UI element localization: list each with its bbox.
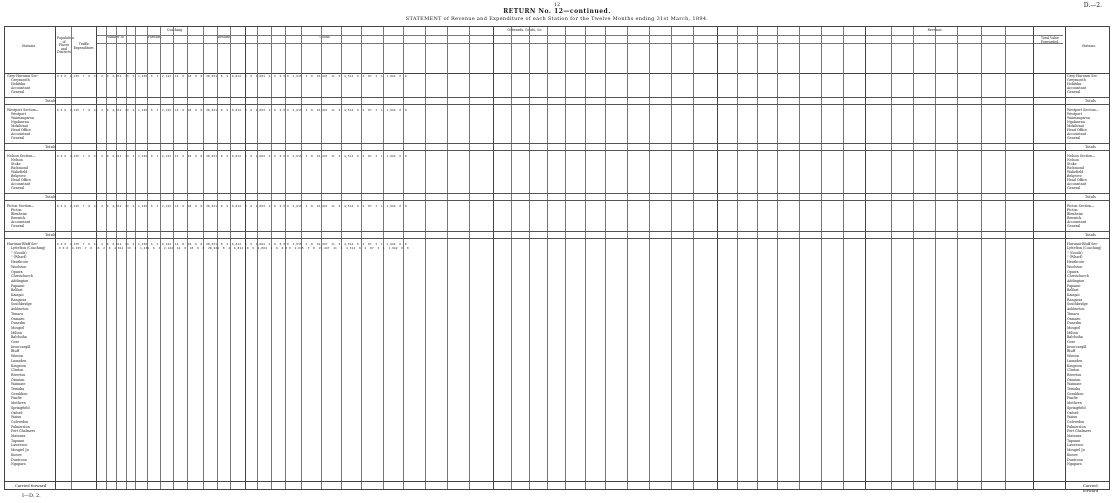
station-name: Mokihinui (11, 124, 28, 128)
station-name: Dunedin (11, 321, 26, 326)
station-name-right: Opawa (1067, 269, 1079, 274)
station-name-right: Invercargill (1067, 344, 1087, 349)
section-name: Nelson Section— (7, 154, 36, 158)
station-name: Lawrence (11, 443, 28, 448)
station-name-right: Ngakawau (1067, 120, 1085, 124)
station-name: Balclutha (11, 335, 27, 340)
station-name-right: Blenheim (1067, 212, 1083, 216)
col-revenue: Revenue. (927, 28, 943, 32)
station-name: Clinton (11, 368, 24, 373)
station-name-right: Picton (1067, 208, 1078, 212)
col-inwards: Inwards. (217, 35, 233, 39)
station-name-right: Oxford (1067, 410, 1079, 415)
col-goods-fwd: Goods. (319, 35, 331, 39)
station-name-right: Lawrence (1067, 443, 1084, 448)
station-name: Stoke (11, 162, 21, 166)
station-name-right: Renwick (1067, 216, 1082, 220)
station-name: Addington (11, 278, 29, 283)
carried-forward-label: Carried forward (15, 483, 47, 488)
station-name-right: Belfast (1067, 288, 1079, 293)
totals-label-right: Totals (1085, 195, 1096, 199)
station-name: Gore (11, 340, 20, 344)
station-name-right: Head Office (1067, 178, 1087, 182)
station-name: Bluff (11, 349, 19, 354)
station-name: Palmerston (11, 424, 30, 429)
table-body (5, 73, 1109, 493)
station-name: Richmond (11, 166, 28, 170)
station-name: Ngapara (11, 462, 26, 467)
totals-label: Totals (45, 145, 56, 149)
station-name-right: Mokihinui (1067, 124, 1084, 128)
station-name: Southbridge (11, 302, 32, 307)
station-name-right: Nelson (1067, 158, 1079, 162)
station-name-right: Mataura (1067, 434, 1082, 438)
station-name-right: Accountant (1067, 182, 1087, 186)
station-name: Geraldine (11, 391, 28, 396)
station-name-right: Bluff (1067, 349, 1075, 354)
station-name: Nelson (11, 158, 23, 162)
station-name-right: Kaiapoi (1067, 293, 1080, 297)
return-title: RETURN No. 12—continued. (503, 8, 611, 15)
station-name: Riverton (11, 372, 26, 377)
station-name-right: Ashburton (1067, 307, 1085, 312)
station-name-right: Woolston (1067, 264, 1083, 269)
col-coaching: Coaching. (166, 28, 184, 32)
station-name-right: Balclutha (1067, 335, 1083, 340)
station-name: Woolston (11, 264, 27, 269)
section-name-right: Nelson Section— (1067, 154, 1096, 158)
station-name-right: Geraldine (1067, 391, 1084, 396)
station-name-right: Rangiora (1067, 297, 1083, 302)
carried-forward-row (5, 481, 1109, 493)
col-total-value: Total Value Forwarded. (1040, 36, 1060, 44)
station-name-right: Greymouth (1067, 78, 1086, 82)
station-name-right: Duntroon (1067, 457, 1083, 462)
col-population: Population of Places and Districts (57, 36, 75, 55)
station-name-right: Oamaru (1067, 316, 1081, 321)
totals-label: Totals (45, 195, 56, 199)
station-name-right: Dunedin (1067, 321, 1082, 326)
station-name-right: Fairlie (1067, 396, 1078, 401)
station-name-right: Accountant (1067, 86, 1087, 90)
station-name: Lumsden (11, 358, 27, 363)
station-name: Milton (11, 330, 22, 335)
totals-row (5, 143, 1109, 151)
station-name-right: Methven (1067, 401, 1082, 406)
station-name: Blenheim (11, 212, 27, 216)
station-name: Belfast (11, 288, 23, 293)
station-name: Oxford (11, 410, 23, 415)
station-name: Duntroon (11, 457, 27, 462)
section-values: 0 0 0 4,135 7 0 16 2 0 4,011 13 2 1,236 6 3 2,142 14 9 18 0 0 28,631 8 4 6,812 0 9 1,004 2 6 0 0 0 2,615 3 8 19,447 11 5 4,512 6 2 87 3 1 1,942 0 0 (59, 246, 409, 250)
station-name: Springfield (11, 405, 30, 410)
station-name: Lyttelton (Coaching) (11, 246, 46, 250)
header-rule (97, 43, 1063, 44)
station-name: Accountant (11, 220, 31, 224)
section-name: Hurunui-Bluff Sec- (7, 242, 39, 246)
station-name: General (11, 186, 25, 190)
station-name-right: Winton (1067, 354, 1079, 359)
station-name-right: Heathcote (1067, 260, 1085, 265)
totals-row (5, 231, 1109, 239)
station-name-right: General (1067, 224, 1081, 228)
station-name: Temuka (11, 387, 25, 391)
col-number-of: Number of (106, 35, 124, 39)
station-name: Winton (11, 354, 23, 359)
station-name-right: Addington (1067, 278, 1085, 283)
station-name: Waimate (11, 382, 26, 387)
station-name: Papanui (11, 283, 25, 288)
station-name-right: Tapanui (1067, 438, 1081, 443)
station-name: Hokitika (11, 82, 26, 86)
station-name-right: Springfield (1067, 405, 1086, 410)
station-name: Culverden (11, 419, 29, 424)
station-name-right: Hokitika (1067, 82, 1082, 86)
station-name: Wakefield (11, 170, 28, 174)
station-name-right: Clinton (1067, 368, 1080, 373)
footer-ref: I—D. 2. (22, 493, 41, 499)
station-name: Accountant (11, 86, 31, 90)
station-name-right: Accountant (1067, 220, 1087, 224)
station-name-right: Lumsden (1067, 358, 1083, 363)
station-name-right: Riverton (1067, 372, 1082, 377)
station-name: Mosgiel Jn (11, 448, 29, 453)
station-name: Kaiapoi (11, 293, 24, 297)
station-name-right: Temuka (1067, 387, 1081, 391)
station-name: Port Chalmers (11, 429, 36, 434)
station-name-right: Belgrove (1067, 174, 1082, 178)
station-name: Waiau (11, 415, 22, 420)
page-header (0, 0, 1114, 24)
station-name-right: Christchurch (1067, 274, 1089, 279)
station-name: Otautau (11, 377, 25, 382)
station-name-right: Timaru (1067, 311, 1080, 316)
station-name: Accountant (11, 182, 31, 186)
station-name: Head Office (11, 178, 31, 182)
station-name: Westport (11, 112, 27, 116)
section-name-right: Picton Section— (1067, 204, 1095, 208)
totals-row (5, 97, 1109, 105)
station-name-right: Ngapara (1067, 462, 1082, 467)
col-stations-right: Stations. (1081, 44, 1097, 48)
station-name: Greymouth (11, 78, 30, 82)
station-name-right: Kurow (1067, 452, 1078, 457)
station-name: Christchurch (11, 274, 33, 279)
station-name-right: Richmond (1067, 166, 1084, 170)
station-name: Waimangaroa (11, 116, 34, 120)
station-name-right: Gore (1067, 340, 1076, 344)
section-values: 0 0 0 4,135 7 0 16 2 0 4,011 13 2 1,236 6 3 2,142 14 9 18 0 0 28,631 8 4 6,812 0 9 1,004 2 6 0 0 0 2,615 3 8 19,447 11 5 4,512 6 2 87 3 1 1,942 0 0 (57, 108, 407, 112)
revenue-table (4, 26, 1110, 493)
totals-label: Totals (45, 99, 56, 103)
totals-label-right: Totals (1085, 99, 1096, 103)
section-values: 0 0 0 4,135 7 0 16 2 0 4,011 13 2 1,236 6 3 2,142 14 9 18 0 0 28,631 8 4 6,812 0 9 1,004 2 6 0 0 0 2,615 3 8 19,447 11 5 4,512 6 2 87 3 1 1,942 0 0 (57, 154, 407, 158)
station-name-right: Accountant (1067, 132, 1087, 136)
col-outwards-goods: Outwards, Goods, &c. (507, 28, 543, 32)
totals-label-right: Totals (1085, 145, 1096, 149)
page-reference: D.—2. (1083, 2, 1102, 9)
station-name-right: General (1067, 90, 1081, 94)
col-forward: Forward. (147, 35, 163, 39)
station-name: Kingston (11, 363, 26, 368)
station-name: Head Office (11, 128, 31, 132)
station-name: Heathcote (11, 260, 29, 265)
section-name-right: Hurunui-Bluff Sec- (1067, 242, 1099, 246)
station-name: General (11, 224, 25, 228)
station-name: Fairlie (11, 396, 22, 401)
station-name-right: Kingston (1067, 363, 1082, 368)
totals-label: Totals (45, 233, 56, 237)
station-name: Ashburton (11, 307, 29, 312)
station-name-right: Waimangaroa (1067, 116, 1090, 120)
station-name-right: Waiau (1067, 415, 1078, 420)
station-name: Methven (11, 401, 26, 406)
carried-forward-label-right: Carried forward (1083, 483, 1099, 493)
station-name: Renwick (11, 216, 26, 220)
statement-subtitle: STATEMENT of Revenue and Expenditure of each Station for the Twelve Months ending 31st March, 1894. (405, 16, 709, 22)
station-name-right: Port Chalmers (1067, 429, 1092, 434)
station-name: Timaru (11, 311, 24, 316)
station-name-right: Mosgiel Jn (1067, 448, 1085, 453)
station-name-right: Head Office (1067, 128, 1087, 132)
station-name: Oamaru (11, 316, 25, 321)
station-name: Invercargill (11, 344, 31, 349)
section-name-right: Westport Section— (1067, 108, 1099, 112)
station-name: " (Goods) (11, 250, 27, 255)
station-name-right: Wakefield (1067, 170, 1084, 174)
station-name-right: General (1067, 136, 1081, 140)
station-name-right: Palmerston (1067, 424, 1086, 429)
station-name-right: Waimate (1067, 382, 1082, 387)
section-values: 0 0 0 4,135 7 0 16 2 0 4,011 13 2 1,236 6 3 2,142 14 9 18 0 0 28,631 8 4 6,812 0 9 1,004 2 6 0 0 0 2,615 3 8 19,447 11 5 4,512 6 2 87 3 1 1,942 0 0 (57, 74, 407, 78)
col-traffic-expenditure: Traffic Expenditure. (73, 42, 95, 50)
station-name-right: Lyttelton (Coaching) (1067, 246, 1102, 250)
station-name: Ngakawau (11, 120, 29, 124)
station-name: Rangiora (11, 297, 27, 302)
header-rule (97, 35, 1063, 36)
station-name-right: " (Wharf) (1067, 255, 1083, 260)
station-name-right: Papanui (1067, 283, 1081, 288)
station-name: Belgrove (11, 174, 26, 178)
col-stations: Stations. (21, 44, 37, 48)
station-name-right: " (Goods) (1067, 250, 1083, 255)
totals-row (5, 193, 1109, 201)
station-name-right: Southbridge (1067, 302, 1088, 307)
station-name-right: Otautau (1067, 377, 1081, 382)
station-name-right: Mosgiel (1067, 325, 1081, 330)
section-name-right: Grey-Hurunui Sec- (1067, 74, 1099, 78)
station-name-right: Stoke (1067, 162, 1077, 166)
station-name: Picton (11, 208, 22, 212)
station-name: Opawa (11, 269, 23, 274)
section-values: 0 0 0 4,135 7 0 16 2 0 4,011 13 2 1,236 6 3 2,142 14 9 18 0 0 28,631 8 4 6,812 0 9 1,004 2 6 0 0 0 2,615 3 8 19,447 11 5 4,512 6 2 87 3 1 1,942 0 0 (57, 204, 407, 208)
station-name: Mosgiel (11, 325, 25, 330)
page-number: 12 (553, 2, 561, 8)
section-values: 0 0 0 4,135 7 0 16 2 0 4,011 13 2 1,236 6 3 2,142 14 9 18 0 0 28,631 8 4 6,812 0 9 1,004 2 6 0 0 0 2,615 3 8 19,447 11 5 4,512 6 2 87 3 1 1,942 0 0 (57, 242, 407, 246)
section-name: Grey-Hurunui Sec- (7, 74, 39, 78)
station-name-right: Westport (1067, 112, 1083, 116)
station-name: Tapanui (11, 438, 25, 443)
station-name: Accountant (11, 132, 31, 136)
totals-label-right: Totals (1085, 233, 1096, 237)
station-name-right: General (1067, 186, 1081, 190)
station-name: Mataura (11, 434, 26, 438)
station-name: " (Wharf) (11, 255, 27, 260)
section-name: Picton Section— (7, 204, 35, 208)
station-name: General (11, 136, 25, 140)
station-name-right: Culverden (1067, 419, 1085, 424)
station-name: General (11, 90, 25, 94)
station-name: Kurow (11, 452, 22, 457)
station-name-right: Milton (1067, 330, 1078, 335)
section-name: Westport Section— (7, 108, 39, 112)
table-header (5, 27, 1109, 74)
